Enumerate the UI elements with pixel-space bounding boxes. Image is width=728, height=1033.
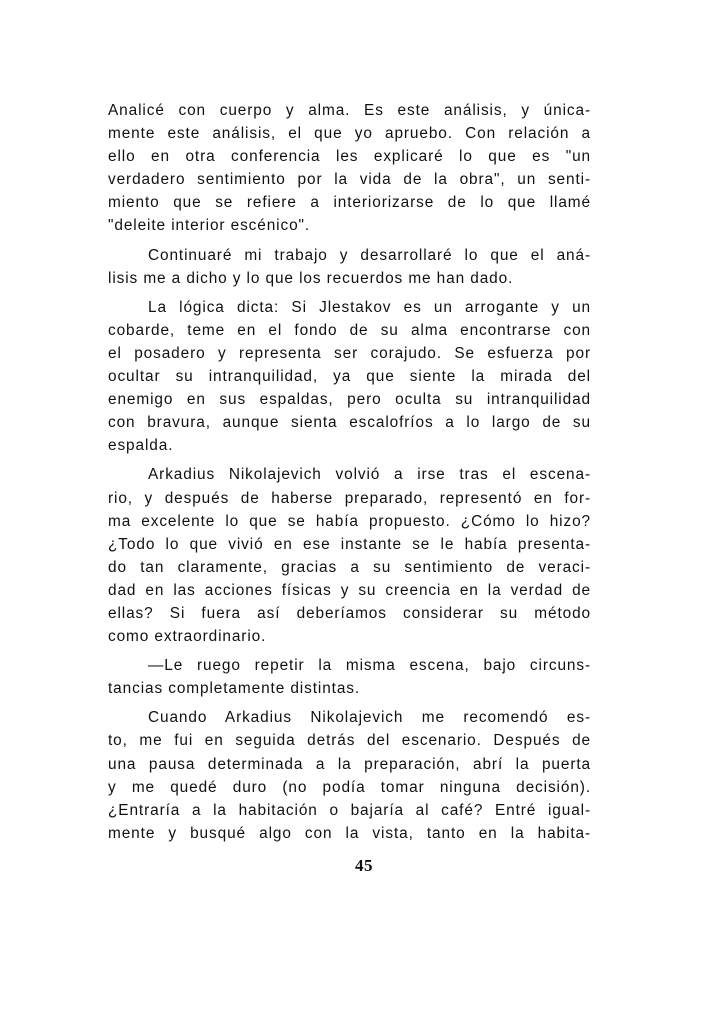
text-line: Cuando Arkadius Nikolajevich me recomendó es- bbox=[148, 709, 591, 727]
text-line: ma excelente lo que se había propuesto. ¿Cómo lo hizo? bbox=[108, 512, 591, 530]
body-text bbox=[108, 99, 591, 851]
page-number: 45 bbox=[355, 856, 373, 875]
paragraph bbox=[108, 706, 591, 845]
text-line: do tan claramente, gracias a su sentimiento de veraci- bbox=[108, 558, 591, 576]
text-line: espalda. bbox=[108, 437, 174, 455]
text-line: ¿Todo lo que vivió en ese instante se le había presenta- bbox=[108, 535, 591, 553]
text-line: cobarde, teme en el fondo de su alma encontrarse con bbox=[108, 321, 591, 339]
text-line: Continuaré mi trabajo y desarrollaré lo que el aná- bbox=[148, 246, 591, 264]
text-line: dad en las acciones físicas y su creencia en la verdad de bbox=[108, 581, 591, 599]
text-line: ellas? Si fuera así deberíamos considerar su método bbox=[108, 604, 591, 622]
text-line: enemigo en sus espaldas, pero oculta su intranquilidad bbox=[108, 391, 591, 409]
text-line: rio, y después de haberse preparado, representó en for- bbox=[108, 489, 591, 507]
paragraph bbox=[108, 99, 591, 238]
text-line: La lógica dicta: Si Jlestakov es un arrogante y un bbox=[148, 298, 591, 316]
paragraph bbox=[108, 244, 591, 290]
text-line: ¿Entraría a la habitación o bajaría al café? Entré igual- bbox=[108, 801, 591, 819]
text-line: Analicé con cuerpo y alma. Es este análisis, y única- bbox=[108, 102, 591, 119]
paragraph bbox=[108, 463, 591, 648]
text-line: verdadero sentimiento por la vida de la obra", un senti- bbox=[108, 171, 591, 189]
text-line: —Le ruego repetir la misma escena, bajo circuns- bbox=[148, 657, 591, 675]
text-line: lisis me a dicho y lo que los recuerdos me han dado. bbox=[108, 269, 514, 287]
text-line: miento que se refiere a interiorizarse de lo que llamé bbox=[108, 194, 591, 212]
text-line: como extraordinario. bbox=[108, 628, 267, 646]
text-line: el posadero y representa ser corajudo. Se esfuerza por bbox=[108, 344, 591, 362]
text-line: una pausa determinada a la preparación, abrí la puerta bbox=[108, 755, 591, 773]
text-line: con bravura, aunque sienta escalofríos a lo largo de su bbox=[108, 414, 591, 432]
text-line: mente y busqué algo con la vista, tanto en la habita- bbox=[108, 824, 591, 842]
text-line: to, me fui en seguida detrás del escenario. Después de bbox=[108, 732, 591, 750]
text-line: Arkadius Nikolajevich volvió a irse tras el escena- bbox=[148, 466, 591, 484]
text-line: mente este análisis, el que yo apruebo. Con relación a bbox=[108, 125, 591, 143]
paragraph bbox=[108, 654, 591, 700]
text-line: ello en otra conferencia les explicaré lo que es "un bbox=[108, 148, 591, 166]
text-line: y me quedé duro (no podía tomar ninguna decisión). bbox=[108, 778, 591, 796]
text-line: "deleite interior escénico". bbox=[108, 217, 311, 235]
paragraph bbox=[108, 296, 591, 458]
text-line: ocultar su intranquilidad, ya que siente la mirada del bbox=[108, 368, 591, 386]
text-line: tancias completamente distintas. bbox=[108, 680, 361, 698]
